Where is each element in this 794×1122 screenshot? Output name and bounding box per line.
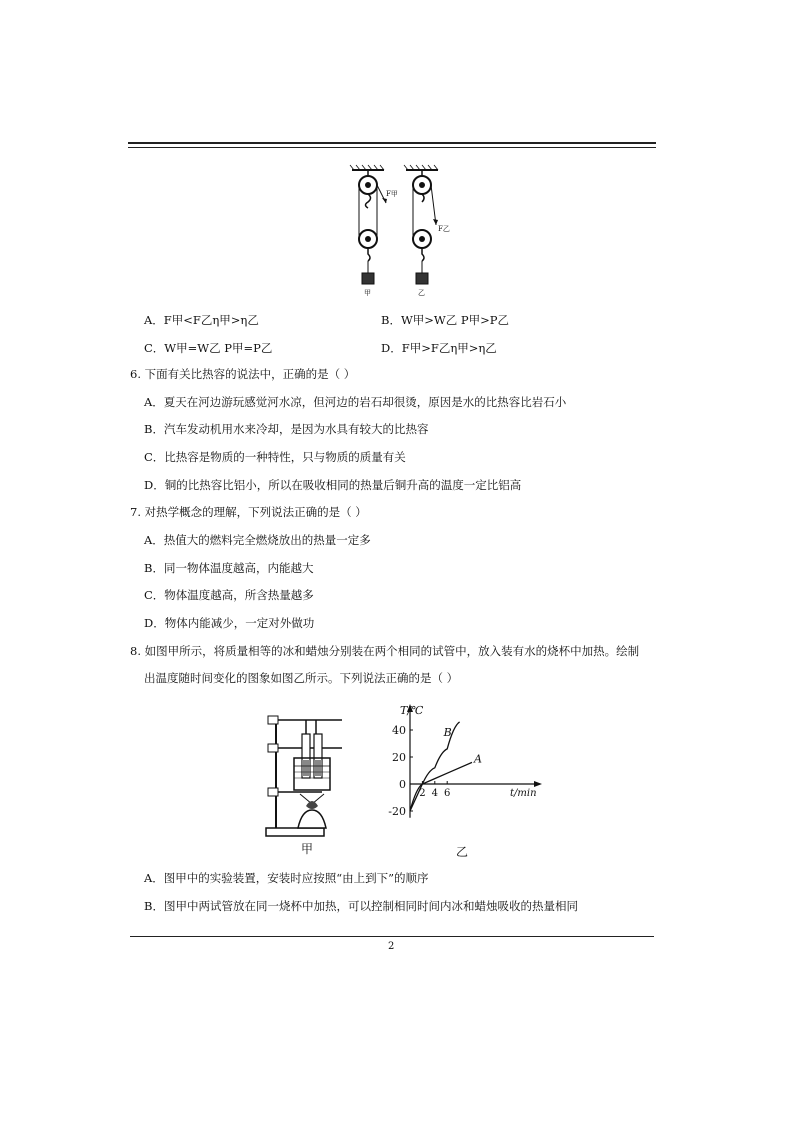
q5-option-c: C．W甲=W乙 P甲=P乙 <box>144 341 273 355</box>
x-tick-label: 2 <box>419 788 426 799</box>
q8-stem-line2: 出温度随时间变化的图象如图乙所示。下列说法正确的是（ ） <box>144 671 459 685</box>
q6-stem: 6. 下面有关比热容的说法中，正确的是（ ） <box>130 367 356 381</box>
header-rule-thin <box>128 147 656 148</box>
force-label-right: F乙 <box>438 225 450 233</box>
q6-option-b: B．汽车发动机用水来冷却，是因为水具有较大的比热容 <box>144 422 429 436</box>
temperature-time-chart <box>380 700 550 862</box>
q7-option-c: C．物体温度越高，所含热量越多 <box>144 588 314 602</box>
q6-option-a: A．夏天在河边游玩感觉河水凉，但河边的岩石却很烫，原因是水的比热容比岩石小 <box>144 395 567 409</box>
q5-option-b: B．W甲>W乙 P甲>P乙 <box>381 313 509 327</box>
y-tick-label: -20 <box>388 805 406 818</box>
x-axis-label: t/min <box>510 788 537 799</box>
apparatus-figure <box>262 710 352 860</box>
page-number: 2 <box>388 941 395 952</box>
fig-label-jia: 甲 <box>300 842 314 856</box>
pulley-label-right: 乙 <box>418 289 425 297</box>
q8-option-b: B．图甲中两试管放在同一烧杯中加热，可以控制相同时间内冰和蜡烛吸收的热量相同 <box>144 899 578 913</box>
force-label-left: F甲 <box>386 190 398 198</box>
q7-option-a: A．热值大的燃料完全燃烧放出的热量一定多 <box>144 533 371 547</box>
y-tick-label: 20 <box>392 751 406 764</box>
series-label-B: B <box>443 725 452 739</box>
y-tick-label: 0 <box>399 778 406 791</box>
y-tick-label: 40 <box>392 724 406 737</box>
series-label-A: A <box>474 752 482 766</box>
pulley-label-left: 甲 <box>364 289 371 297</box>
x-tick-label: 6 <box>444 788 451 799</box>
q5-option-a: A．F甲<F乙η甲>η乙 <box>144 313 259 327</box>
q7-stem: 7. 对热学概念的理解，下列说法正确的是（ ） <box>130 505 367 519</box>
pulley-figure <box>340 165 460 300</box>
q7-option-d: D．物体内能减少，一定对外做功 <box>144 616 315 630</box>
q5-option-d: D．F甲>F乙η甲>η乙 <box>381 341 497 355</box>
x-axis-arrow <box>534 781 542 787</box>
q6-option-d: D．铜的比热容比铝小，所以在吸收相同的热量后铜升高的温度一定比铝高 <box>144 478 522 492</box>
fig-label-yi: 乙 <box>455 845 469 859</box>
header-rule-thick <box>128 142 656 144</box>
q7-option-b: B．同一物体温度越高，内能越大 <box>144 561 314 575</box>
y-axis-label: T/℃ <box>400 704 424 717</box>
q8-option-a: A．图甲中的实验装置，安装时应按照“由上到下”的顺序 <box>144 871 429 885</box>
q6-option-c: C．比热容是物质的一种特性，只与物质的质量有关 <box>144 450 406 464</box>
q8-stem-line1: 8. 如图甲所示，将质量相等的冰和蜡烛分别装在两个相同的试管中，放入装有水的烧杯中加热。绘制 <box>130 644 640 658</box>
x-tick-label: 4 <box>431 788 438 799</box>
footer-rule <box>130 936 654 937</box>
